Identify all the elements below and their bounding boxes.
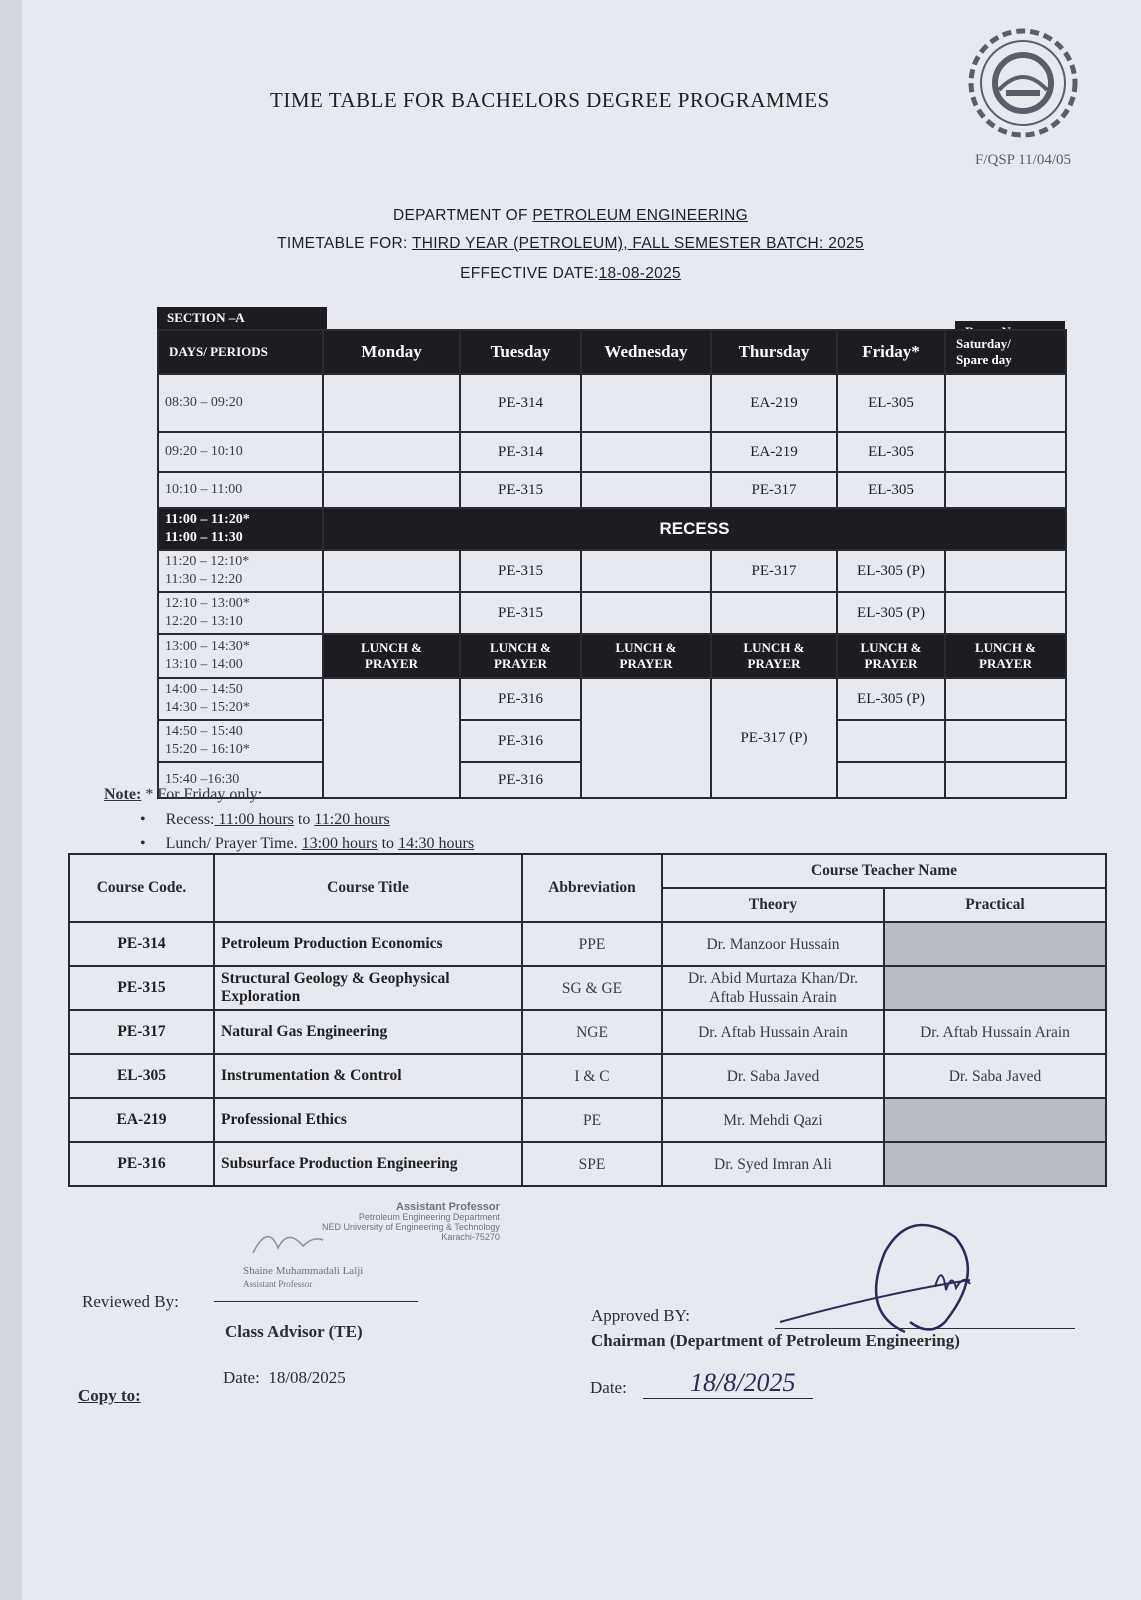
course-row (69, 1098, 1106, 1142)
period-time-regular: 14:00 – 14:50 (165, 682, 243, 697)
saturday-header (945, 330, 1066, 374)
theory-teacher: Dr. Saba Javed (662, 1054, 884, 1098)
chairman-date-label: Date: (590, 1378, 627, 1397)
document-title: TIME TABLE FOR BACHELORS DEGREE PROGRAMMES (270, 88, 830, 112)
theory-teacher: Mr. Mehdi Qazi (662, 1098, 884, 1142)
period-time: 15:40 –16:30 (158, 762, 323, 798)
prayer-label: PRAYER (494, 656, 547, 671)
practical-teacher: Dr. Aftab Hussain Arain (884, 1010, 1106, 1054)
course-abbreviation: PPE (522, 922, 662, 966)
recess-note-label: Recess: (165, 811, 215, 828)
timetable-cell: PE-314 (460, 374, 581, 432)
practical-teacher (884, 1098, 1106, 1142)
course-title: Instrumentation & Control (214, 1054, 522, 1098)
reviewer-name: Shaine Muhammadali Lalji (243, 1265, 364, 1277)
period-time-friday: 11:20 – 12:10* (165, 554, 250, 569)
period-time: 08:30 – 09:20 (158, 374, 323, 432)
lunch-prayer-cell (581, 634, 711, 678)
stamp-line: Assistant Professor (396, 1201, 500, 1213)
timetable-cell: EL-305 (837, 432, 945, 472)
timetable-cell: PE-317 (P) (711, 678, 837, 798)
stamp-line: Karachi-75270 (441, 1232, 500, 1242)
prayer-label: PRAYER (864, 656, 918, 671)
timetable-cell (581, 550, 711, 592)
timetable-cell (323, 592, 460, 634)
prayer-label: PRAYER (619, 656, 673, 671)
course-row (69, 1142, 1106, 1186)
lunch-prayer-cell (460, 634, 581, 678)
lunch-time-friday: 13:00 – 14:30* (165, 639, 250, 654)
course-row (69, 1054, 1106, 1098)
recess-to: to (293, 811, 315, 828)
lunch-end: 14:30 hours (398, 835, 475, 852)
form-number: F/QSP 11/04/05 (975, 152, 1071, 168)
reviewer-signature-line (214, 1301, 418, 1302)
theory-teacher: Dr. Abid Murtaza Khan/Dr. Aftab Hussain Arain (662, 966, 884, 1010)
timetable-cell: PE-317 (711, 472, 837, 508)
day-header: Thursday (711, 330, 837, 374)
reviewer-stamp (322, 1202, 500, 1242)
department-label: DEPARTMENT OF (392, 207, 533, 224)
stamp-line: Petroleum Engineering Department (358, 1212, 500, 1222)
practical-teacher (884, 922, 1106, 966)
lunch-label: LUNCH & (974, 640, 1037, 655)
practical-header: Practical (884, 888, 1106, 922)
timetable-cell (945, 720, 1066, 762)
timetable-cell (837, 720, 945, 762)
university-seal-icon (962, 24, 1084, 142)
lunch-label: LUNCH & (860, 640, 922, 655)
course-code: PE-315 (69, 966, 214, 1010)
chairman-handwritten-date: 18/8/2025 (690, 1368, 796, 1397)
recess-note (140, 811, 390, 829)
lunch-label: LUNCH & (489, 640, 552, 655)
abbreviation-header: Abbreviation (522, 854, 662, 922)
timetable-cell (945, 374, 1066, 432)
course-title: Professional Ethics (214, 1098, 522, 1142)
stamp-line: NED University of Engineering & Technology (322, 1222, 500, 1232)
advisor-date-value: 18/08/2025 (268, 1368, 346, 1387)
period-time: 09:20 – 10:10 (158, 432, 323, 472)
timetable-cell (945, 472, 1066, 508)
timetable-cell (711, 592, 837, 634)
recess-banner: RECESS (323, 508, 1066, 550)
timetable-cell: EL-305 (P) (837, 678, 945, 720)
course-code-header: Course Code. (69, 854, 214, 922)
prayer-label: PRAYER (979, 656, 1032, 671)
timetable-cell (323, 374, 460, 432)
period-time-regular: 14:50 – 15:40 (165, 724, 243, 739)
timetable-cell (581, 374, 711, 432)
spare-day-label: Spare day (956, 352, 1012, 367)
recess-start: 11:00 hours (214, 811, 294, 828)
timetable-cell: PE-315 (460, 592, 581, 634)
course-abbreviation: PE (522, 1098, 662, 1142)
course-row (69, 922, 1106, 966)
course-abbreviation: I & C (522, 1054, 662, 1098)
course-title: Subsurface Production Engineering (214, 1142, 522, 1186)
lunch-time (158, 634, 323, 678)
chairman-date-line (643, 1398, 813, 1399)
days-periods-header: DAYS/ PERIODS (158, 330, 323, 374)
course-title-header: Course Title (214, 854, 522, 922)
timetable-cell: EA-219 (711, 432, 837, 472)
teacher-header: Course Teacher Name (662, 854, 1106, 888)
department-name: PETROLEUM ENGINEERING (532, 207, 748, 224)
bullet-icon: • (140, 811, 146, 828)
course-code: PE-317 (69, 1010, 214, 1054)
recess-time-friday: 11:00 – 11:20* (165, 512, 250, 527)
period-time (158, 720, 323, 762)
timetable-cell (945, 592, 1066, 634)
section-label: SECTION –A (157, 307, 327, 329)
timetable-cell (945, 432, 1066, 472)
day-header: Tuesday (460, 330, 581, 374)
course-code: PE-316 (69, 1142, 214, 1186)
lunch-to: to (377, 835, 399, 852)
lunch-note-label: Lunch/ Prayer Time (165, 835, 294, 852)
course-abbreviation: SG & GE (522, 966, 662, 1010)
course-code: EL-305 (69, 1054, 214, 1098)
course-title: Petroleum Production Economics (214, 922, 522, 966)
timetable-cell: PE-314 (460, 432, 581, 472)
period-time-friday: 14:30 – 15:20* (165, 700, 250, 715)
recess-time (158, 508, 323, 550)
chairman-label: Chairman (Department of Petroleum Engineering) (591, 1331, 960, 1350)
saturday-label: Saturday/ (956, 336, 1011, 351)
timetable-cell: EA-219 (711, 374, 837, 432)
timetable-cell: PE-316 (460, 762, 581, 798)
timetable-cell (837, 762, 945, 798)
timetable-cell (581, 592, 711, 634)
chairman-signature-icon (770, 1212, 1020, 1342)
timetable-cell: PE-316 (460, 720, 581, 762)
practical-teacher: Dr. Saba Javed (884, 1054, 1106, 1098)
prayer-label: PRAYER (747, 656, 801, 671)
period-time-friday: 12:10 – 13:00* (165, 596, 250, 611)
period-time-regular: 12:20 – 13:10 (165, 614, 243, 629)
timetable-cell (323, 432, 460, 472)
theory-teacher: Dr. Aftab Hussain Arain (662, 1010, 884, 1054)
timetable-for-line (0, 235, 1141, 253)
timetable-cell (945, 678, 1066, 720)
period-time (158, 550, 323, 592)
date-label: Date: (223, 1368, 260, 1387)
day-header: Monday (323, 330, 460, 374)
prayer-label: PRAYER (365, 656, 418, 671)
day-header: Friday* (837, 330, 945, 374)
practical-teacher (884, 1142, 1106, 1186)
timetable-cell (945, 550, 1066, 592)
period-time (158, 678, 323, 720)
course-row (69, 966, 1106, 1010)
practical-teacher (884, 966, 1106, 1010)
theory-header: Theory (662, 888, 884, 922)
lunch-start: 13:00 hours (301, 835, 378, 852)
lunch-label: LUNCH & (743, 640, 805, 655)
note-text: * For Friday only: (141, 786, 263, 803)
course-title: Structural Geology & Geophysical Exploration (214, 966, 522, 1010)
course-row (69, 1010, 1106, 1054)
reviewed-by-label: Reviewed By: (82, 1292, 179, 1311)
course-code: PE-314 (69, 922, 214, 966)
course-abbreviation: NGE (522, 1010, 662, 1054)
timetable-cell: PE-317 (711, 550, 837, 592)
theory-teacher: Dr. Manzoor Hussain (662, 922, 884, 966)
timetable-grid (157, 329, 1067, 799)
reviewer-signature-icon (248, 1218, 328, 1258)
reviewer-name-block (243, 1265, 363, 1291)
recess-time-regular: 11:00 – 11:30 (165, 530, 243, 545)
effective-date-label: EFFECTIVE DATE: (460, 265, 599, 282)
period-time (158, 592, 323, 634)
class-advisor-label: Class Advisor (TE) (225, 1322, 363, 1341)
timetable-cell: PE-315 (460, 550, 581, 592)
course-code: EA-219 (69, 1098, 214, 1142)
reviewer-title: Assistant Professor (243, 1279, 313, 1289)
timetable-cell: EL-305 (P) (837, 550, 945, 592)
timetable-cell (945, 762, 1066, 798)
lunch-prayer-cell (323, 634, 460, 678)
recess-end: 11:20 hours (314, 811, 390, 828)
lunch-time-regular: 13:10 – 14:00 (165, 657, 243, 672)
timetable-for-value: THIRD YEAR (PETROLEUM), FALL SEMESTER BATCH: 2025 (411, 235, 864, 252)
lunch-prayer-cell (711, 634, 837, 678)
period-time-friday: 15:20 – 16:10* (165, 742, 250, 757)
copy-to-label: Copy to: (78, 1386, 141, 1405)
lunch-note: • Lunch/ Prayer Time. 13:00 hours to 14:30 hours (140, 835, 475, 852)
friday-note (104, 786, 262, 804)
theory-teacher: Dr. Syed Imran Ali (662, 1142, 884, 1186)
lunch-label: LUNCH & (360, 640, 423, 655)
period-time-regular: 11:30 – 12:20 (165, 572, 243, 587)
timetable-cell (581, 432, 711, 472)
approved-by-label: Approved BY: (591, 1306, 691, 1325)
timetable-cell (323, 550, 460, 592)
lunch-prayer-cell (837, 634, 945, 678)
course-abbreviation: SPE (522, 1142, 662, 1186)
timetable-cell (323, 678, 460, 798)
department-line (0, 207, 1141, 225)
timetable-cell (581, 472, 711, 508)
effective-date-value: 18-08-2025 (598, 265, 681, 282)
note-label: Note: (104, 786, 142, 803)
course-title: Natural Gas Engineering (214, 1010, 522, 1054)
course-table (68, 853, 1107, 1187)
timetable-cell: EL-305 (P) (837, 592, 945, 634)
timetable-cell (323, 472, 460, 508)
timetable-cell: EL-305 (837, 374, 945, 432)
advisor-date (223, 1368, 346, 1388)
lunch-prayer-cell (945, 634, 1066, 678)
bullet-icon: • (140, 835, 146, 852)
timetable-cell: PE-316 (460, 678, 581, 720)
period-time: 10:10 – 11:00 (158, 472, 323, 508)
effective-date-line (0, 265, 1141, 283)
timetable-for-label: TIMETABLE FOR: (277, 235, 412, 252)
timetable-cell: PE-315 (460, 472, 581, 508)
timetable-cell (581, 678, 711, 798)
timetable-cell: EL-305 (837, 472, 945, 508)
day-header: Wednesday (581, 330, 711, 374)
lunch-label: LUNCH & (615, 640, 677, 655)
